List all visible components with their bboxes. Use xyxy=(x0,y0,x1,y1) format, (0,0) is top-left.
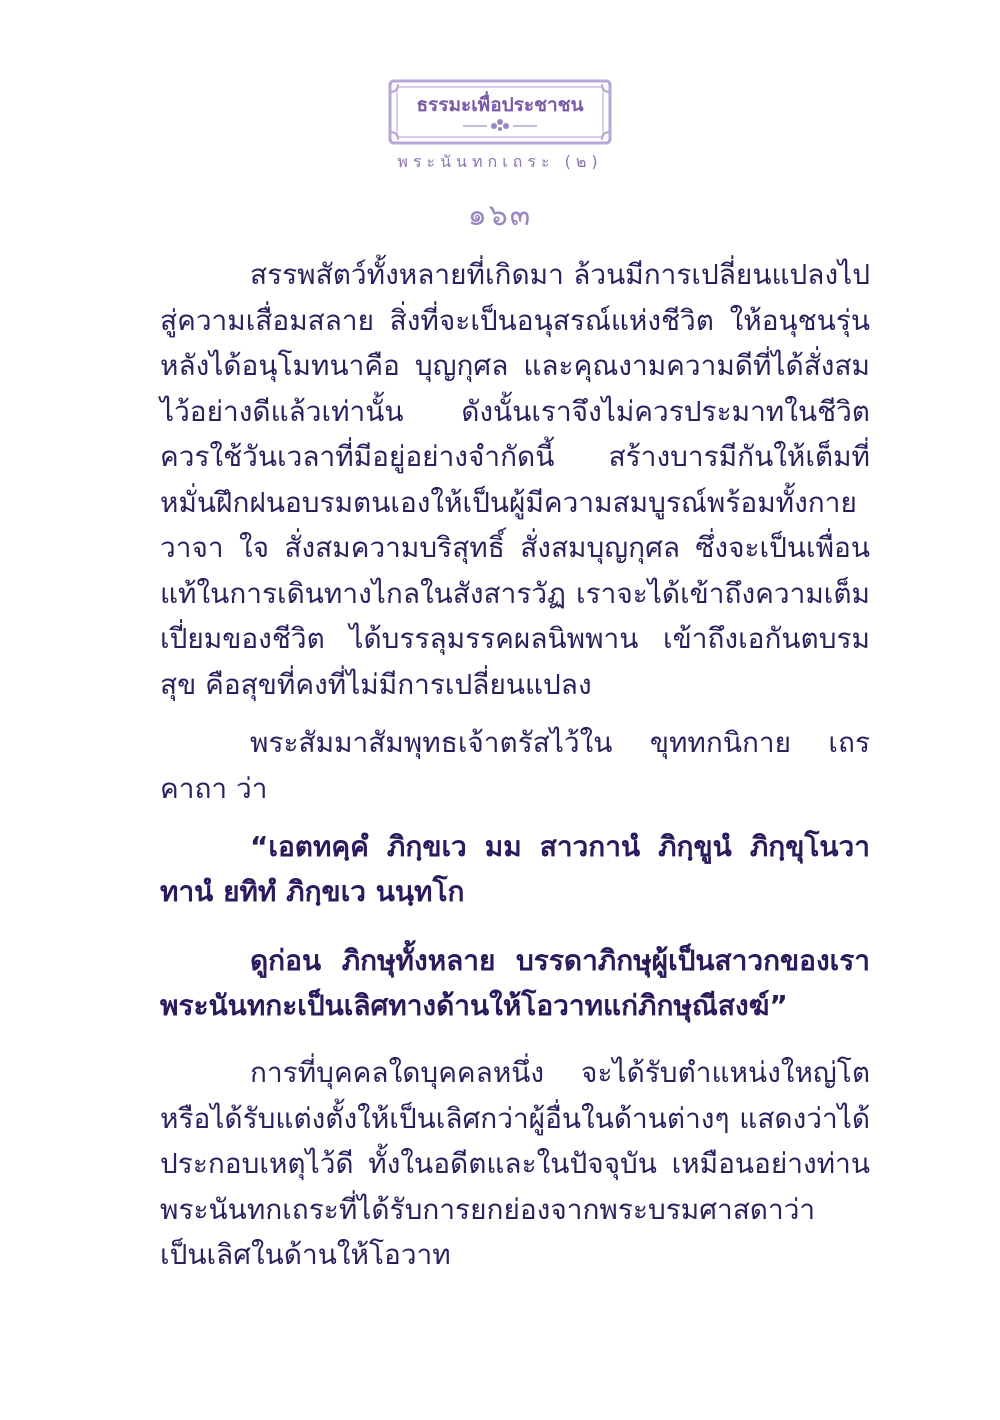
quote-thai: ดูก่อน ภิกษุทั้งหลาย บรรดาภิกษุผู้เป็นสาวกของเรา พระนันทกะเป็นเลิศทางด้านให้โอวาทแก่ภิกษุณีสงฆ์” xyxy=(160,944,870,1022)
page-body xyxy=(160,252,870,1278)
paragraph-explanation: การที่บุคคลใดบุคคลหนึ่ง จะได้รับตำแหน่งใหญ่โต หรือได้รับแต่งตั้งให้เป็นเลิศกว่าผู้อื่นในด้านต่างๆ แสดงว่าได้ประกอบเหตุไว้ดี ทั้งในอดีตและในปัจจุบัน เหมือนอย่างท่านพระนันทกเถระที่ได้รับการยกย่องจากพระบรมศาสดาว่า เป็นเลิศในด้านให้โอวาท xyxy=(160,1056,870,1271)
quote-pali: “เอตทคฺคํ ภิกฺขเว มม สาวกานํ ภิกฺขูนํ ภิกฺขุโนวาทานํ ยทิทํ ภิกฺขเว นนฺทโก xyxy=(160,830,870,908)
logo-text: ธรรมะเพื่อประชาชน xyxy=(416,94,584,116)
chapter-subtitle: พระนันทกเถระ (๒) xyxy=(397,152,603,171)
page-number: ๑๖๓ xyxy=(467,198,533,233)
paragraph-intro: สรรพสัตว์ทั้งหลายที่เกิดมา ล้วนมีการเปลี่ยนแปลงไปสู่ความเสื่อมสลาย สิ่งที่จะเป็นอนุสรณ์แห่งชีวิต ให้อนุชนรุ่นหลังได้อนุโมทนาคือ บุญกุศล และคุณงามความดีที่ได้สั่งสมไว้อย่างดีแล้วเท่านั้น ดังนั้นเราจึงไม่ควรประมาทในชีวิต ควรใช้วันเวลาที่มีอยู่อย่างจำกัดนี้ สร้างบารมีกันให้เต็มที่ หมั่นฝึกฝนอบรมตนเองให้เป็นผู้มีความสมบูรณ์พร้อมทั้งกาย วาจา ใจ สั่งสมความบริสุทธิ์ สั่งสมบุญกุศล ซึ่งจะเป็นเพื่อนแท้ในการเดินทางไกลในสังสารวัฏ เราจะได้เข้าถึงความเต็มเปี่ยมของชีวิต ได้บรรลุมรรคผลนิพพาน เข้าถึงเอกันตบรมสุข คือสุขที่คงที่ไม่มีการเปลี่ยนแปลง xyxy=(160,258,870,701)
paragraph-citation: พระสัมมาสัมพุทธเจ้าตรัสไว้ใน ขุททกนิกาย เถรคาถา ว่า xyxy=(160,726,870,805)
book-logo xyxy=(387,78,613,148)
book-header xyxy=(0,78,1000,152)
